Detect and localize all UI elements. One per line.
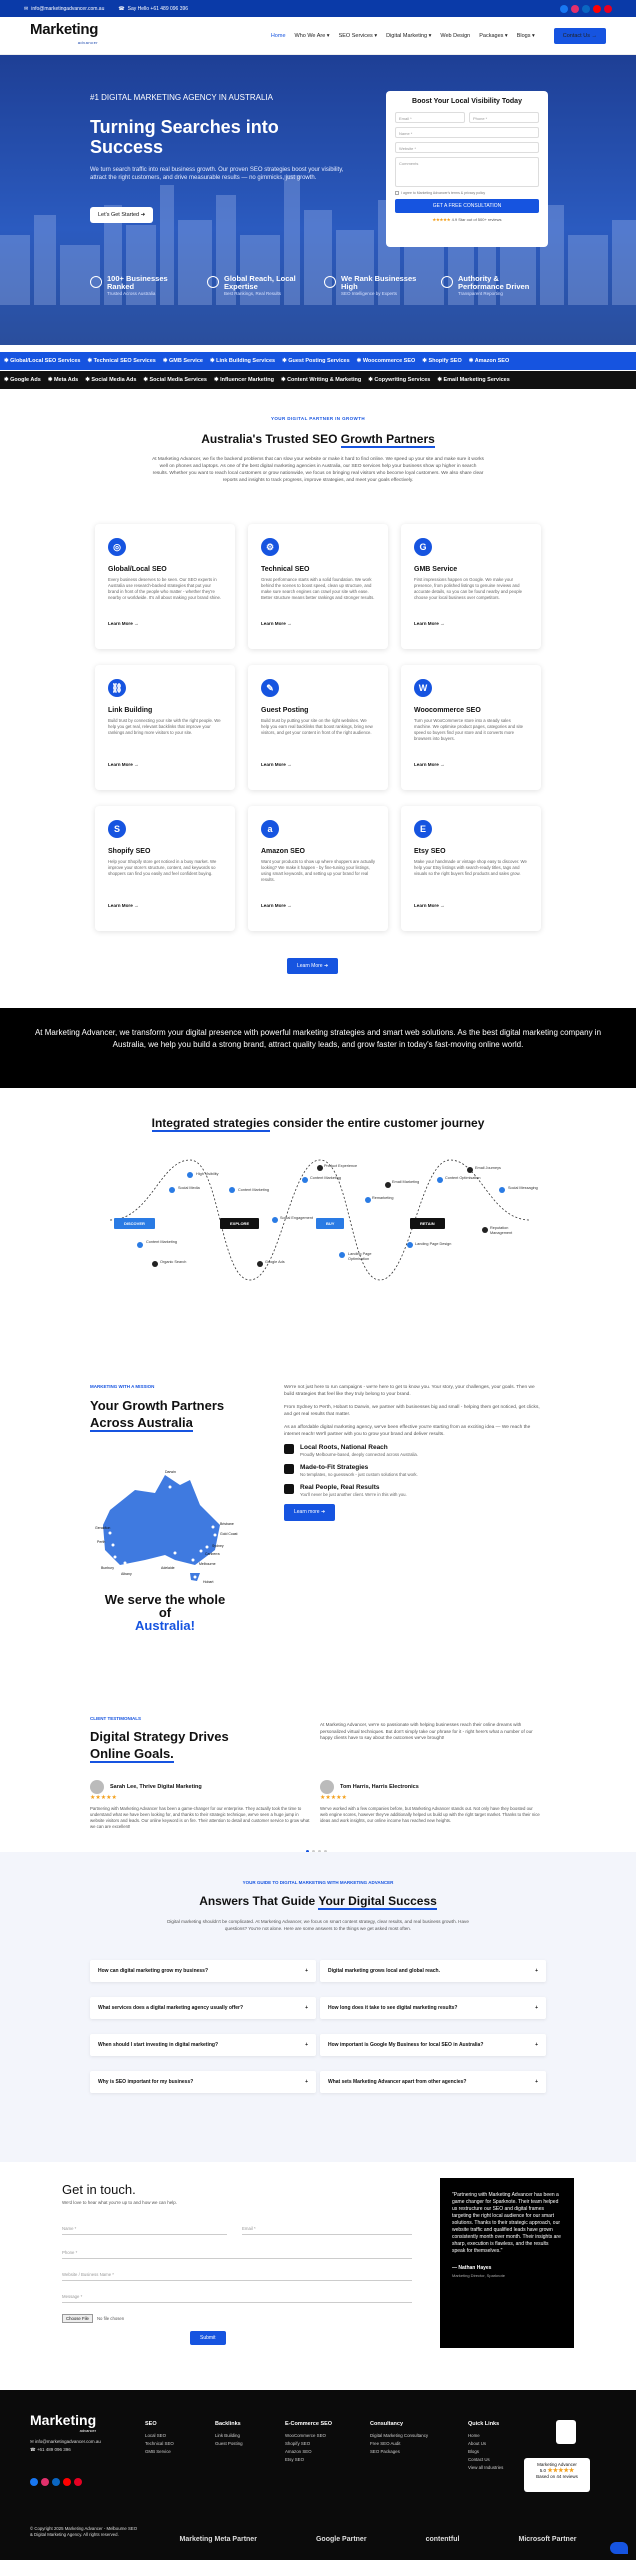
- nav-blogs[interactable]: Blogs ▾: [516, 32, 535, 39]
- main-nav: [0, 17, 636, 55]
- journey-label: Landing Page Optimisation: [348, 1252, 372, 1261]
- ticker-item[interactable]: ✱ Copywriting Services: [368, 377, 431, 383]
- ticker-item[interactable]: ✱ Email Marketing Services: [437, 377, 510, 383]
- file-upload[interactable]: Choose File No file chosen: [62, 2314, 124, 2323]
- ticker-item[interactable]: ✱ Woocommerce SEO: [356, 358, 416, 364]
- learn-more-link[interactable]: Learn More →: [414, 762, 445, 767]
- plus-icon: +: [535, 2079, 538, 2085]
- plus-icon: +: [305, 1968, 308, 1974]
- ticker-item[interactable]: ✱ Meta Ads: [47, 377, 79, 383]
- hero-title: Turning Searches into Success: [90, 117, 279, 157]
- email-link[interactable]: ✉ info@marketingadvancer.com.au: [24, 5, 105, 12]
- services-title: Australia's Trusted SEO Growth Partners: [201, 432, 435, 446]
- services-ticker: [0, 352, 636, 370]
- footer-col-consultancy: Consultancy Digital Marketing Consultancy Free SEO Audit SEO Packages: [370, 2421, 429, 2454]
- nav-seo-services[interactable]: SEO Services ▾: [338, 32, 378, 39]
- name-field[interactable]: Name *: [395, 127, 539, 138]
- testimonial-card: Tom Harris, Harris Electronics ★★★★★ We've worked with a few companies before, but Marketing Advancer stands out. Not only have they boosted our web engine scores, however they've additionally helped us build up with the right target market. Thanks to their nice ideas and work insights, our online income has reached new heights.: [320, 1780, 540, 1824]
- footer-link[interactable]: Shopify SEO: [285, 2441, 311, 2446]
- nav-packages[interactable]: Packages ▾: [479, 32, 508, 39]
- ads-ticker: [0, 371, 636, 389]
- rank-icon: [90, 276, 102, 288]
- feature-item: Real People, Real Results You'll never be just another client. We're in this with you.: [284, 1484, 546, 1499]
- footer-col-seo: SEO Local SEO Technical SEO GMB Service: [145, 2421, 174, 2454]
- comments-field[interactable]: Comments: [395, 157, 539, 187]
- contentful-badge: contentful: [425, 2536, 460, 2543]
- stage-buy: BUY: [316, 1218, 344, 1229]
- learn-more-link[interactable]: Learn More →: [414, 621, 445, 626]
- map-city: Gold Coast: [220, 1532, 238, 1536]
- phone-icon: ☎: [118, 5, 125, 12]
- testimonials-intro: At Marketing Advancer, we're so passionate with helping businesses reach their online dreams with personalized virtual techniques. But don't simply take our phrase for it - right here's what a number of our happy clients have to say about the outcomes we've brought!: [320, 1722, 533, 1740]
- phone-link[interactable]: ☎ Say Hello +61 489 096 396: [118, 5, 189, 12]
- microsoft-partner-badge: Microsoft Partner: [518, 2536, 577, 2543]
- contact-us-button[interactable]: Contact Us →: [554, 28, 606, 44]
- avatar: [90, 1780, 104, 1794]
- services-intro: At Marketing Advancer, we fix the backend problems that can slow your website or make it hard to find online. We speed up your site and make sure it works well on phones and laptops. As one of the best digital marketing agencies in Australia, our SEO services help your business show up higher in search results. Whether you want to reach local customers or grow nationwide, we focus on bringing real visitors who become loyal customers. We also share clear reports and insights to track progress, improve strategies, and meet your goals effectively.: [152, 457, 484, 483]
- amazon-icon: a: [261, 820, 279, 838]
- journey-label: Product Experience: [324, 1164, 358, 1168]
- journey-label: Social Messaging: [508, 1186, 538, 1190]
- logo[interactable]: Marketing advancer: [30, 20, 99, 45]
- youtube-icon[interactable]: [593, 5, 601, 13]
- mission-statement: At Marketing Advancer, we transform your digital presence with powerful marketing strategies and smart web solutions. As the best digital marketing company in Australia, we help you build a strong brand, attract quality leads, and grow faster in today's fast-moving online world.: [0, 1008, 636, 1088]
- map-city: Canberra: [205, 1552, 220, 1556]
- service-card: ◎ Global/Local SEO Every business deserves to be seen. Our SEO experts in Australia use research-backed strategies that put your brand in front of the people who matter - whether they're nearby or worldwide. It's all about making your brand shine. Learn More →: [95, 524, 235, 649]
- footer-link[interactable]: Guest Posting: [215, 2441, 243, 2446]
- contact-name-field[interactable]: Name *: [62, 2226, 227, 2235]
- footer-link[interactable]: Local SEO: [145, 2433, 166, 2438]
- footer-phone[interactable]: ☎ +61 489 096 396: [30, 2447, 71, 2452]
- faq-item[interactable]: When should I start investing in digital marketing? +: [90, 2034, 316, 2056]
- footer-col-backlinks: Backlinks Link Building Guest Posting: [215, 2421, 243, 2446]
- ticker-item[interactable]: ✱ Shopify SEO: [422, 358, 462, 364]
- footer-link[interactable]: Link Building: [215, 2433, 240, 2438]
- footer-col-ecommerce: E-Commerce SEO WooCommerce SEO Shopify SEO Amazon SEO Etsy SEO: [285, 2421, 333, 2462]
- stage-explore: EXPLORE: [220, 1218, 259, 1229]
- map-city: Sydney: [212, 1544, 224, 1548]
- journey-label: Organic Search: [160, 1260, 187, 1264]
- faq-item[interactable]: What services does a digital marketing agency usually offer? +: [90, 1997, 316, 2019]
- australia-map: [95, 1465, 238, 1585]
- instagram-icon[interactable]: [41, 2478, 49, 2486]
- learn-more-link[interactable]: Learn More →: [261, 762, 292, 767]
- contact-message-field[interactable]: Message *: [62, 2294, 412, 2303]
- woocommerce-icon: W: [414, 679, 432, 697]
- stage-discover: DISCOVER: [114, 1218, 155, 1229]
- partner-badges: [0, 2536, 636, 2543]
- contact-email-field[interactable]: Email *: [242, 2226, 412, 2235]
- stat-item: We Rank Businesses High SEO Intelligence by Experts: [324, 275, 419, 297]
- map-city: Darwin: [165, 1470, 176, 1474]
- journey-label: Email Journeys: [475, 1166, 501, 1170]
- target-icon: [284, 1464, 294, 1474]
- map-city: Melbourne: [199, 1562, 216, 1566]
- hero-section: [0, 55, 636, 345]
- learn-more-link[interactable]: Learn More →: [414, 903, 445, 908]
- facebook-icon[interactable]: [560, 5, 568, 13]
- checkbox-icon: [395, 191, 399, 195]
- location-icon: [284, 1444, 294, 1454]
- hero-stats: [90, 275, 536, 297]
- nav-home[interactable]: Home: [270, 32, 286, 39]
- footer-link[interactable]: WooCommerce SEO: [285, 2433, 326, 2438]
- shopify-icon: S: [108, 820, 126, 838]
- footer-link[interactable]: View all Industries: [468, 2465, 504, 2470]
- footer-link[interactable]: Free SEO Audit: [370, 2441, 401, 2446]
- journey-label: Social Media: [178, 1186, 200, 1190]
- plus-icon: +: [535, 2005, 538, 2011]
- plus-icon: +: [305, 2042, 308, 2048]
- linkedin-icon[interactable]: [582, 5, 590, 13]
- email-field[interactable]: Email *: [395, 112, 465, 123]
- journey-label: Landing Page Design: [415, 1242, 452, 1246]
- linkedin-icon[interactable]: [52, 2478, 60, 2486]
- ticker-item[interactable]: ✱ Influencer Marketing: [214, 377, 274, 383]
- service-card: ✎ Guest Posting Build trust by putting your site on the right websites. We help you earn real backlinks that boost rankings, bring new visitors, and get your content in front of the right audience. Learn More →: [248, 665, 388, 790]
- consent-checkbox[interactable]: I agree to Marketing Advancer's terms & privacy policy: [395, 191, 539, 195]
- footer-link[interactable]: GMB Service: [145, 2449, 171, 2454]
- faq-item[interactable]: What sets Marketing Advancer apart from other agencies? +: [320, 2071, 546, 2093]
- footer-link[interactable]: About Us: [468, 2441, 487, 2446]
- service-card: W Woocommerce SEO Turn your WooCommerce store into a steady sales machine. We optimise product pages, categories and site speed so buyers find your store and it converts more browsers into buyers. Learn More →: [401, 665, 541, 790]
- faq-intro: Digital marketing shouldn't be complicated. At Marketing Advancer, we focus on smart content strategy, clear results, and real business growth. Have questions? You're not alone. Here are some answers to the things we get asked most often.: [167, 1919, 469, 1931]
- footer: [0, 2390, 636, 2560]
- pinterest-icon[interactable]: [604, 5, 612, 13]
- mission-learn-more-button[interactable]: Learn more ➜: [284, 1504, 335, 1521]
- mission-title: Your Growth Partners Across Australia: [90, 1398, 225, 1430]
- consultation-form: [386, 91, 548, 247]
- award-badge-icon: [556, 2420, 576, 2444]
- service-card: S Shopify SEO Help your Shopify store get noticed in a busy market. We improve your store's structure, content, and keywords so shoppers can find you easily and feel confident buying. Learn More →: [95, 806, 235, 931]
- people-icon: [284, 1484, 294, 1494]
- service-card: E Etsy SEO Make your handmade or vintage shop easy to discover. We help your Etsy listings with search-ready titles, tags and visuals so the right buyers find products and sales grow. Learn More →: [401, 806, 541, 931]
- ticker-item[interactable]: ✱ Google Ads: [4, 377, 41, 383]
- form-rating: ★★★★★ 4.9 Star out of 500+ reviews: [432, 217, 502, 222]
- learn-more-link[interactable]: Learn More →: [261, 903, 292, 908]
- journey-label: Reputation Management: [490, 1226, 513, 1235]
- footer-logo[interactable]: Marketing advancer: [30, 2412, 97, 2433]
- footer-link[interactable]: Amazon SEO: [285, 2449, 312, 2454]
- footer-link[interactable]: Technical SEO: [145, 2441, 174, 2446]
- mission-body: We're not just here to run campaigns - we're here to get to know you. Your story, your challenges, your goals. Then we build strategies that feel like they truly belong to your brand. From Sydney to Perth, Hobart to Darwin, we partner with businesses big and small - helping them get noticed, get clicks, and get real results that matter. As an affordable digital marketing agency, we've been effective you're starting from an exciting idea — We reach the internet reach! We'll partner with you to grow your brand and deliver results. Local Roots, National Reach Proudly Melbourne-based, deeply connected across Australia. Made-to-Fit Strategies No templates, no guesswork - just custom solutions that work. Real People, Real Results You'll never be just another client. We're in this with you. Learn more ➜: [284, 1384, 546, 1521]
- gear-icon: ⚙: [261, 538, 279, 556]
- faq-item[interactable]: Why is SEO important for my business? +: [90, 2071, 316, 2093]
- learn-more-link[interactable]: Learn More →: [108, 621, 139, 626]
- footer-link[interactable]: Etsy SEO: [285, 2457, 305, 2462]
- stat-item: Global Reach, Local Expertise Best Rankings, Real Results: [207, 275, 302, 297]
- map-city: Bunbury: [101, 1566, 115, 1570]
- journey-label: High Visibility: [196, 1172, 219, 1176]
- journey-label: Social Engagement: [280, 1216, 313, 1220]
- ticker-item[interactable]: ✱ Guest Posting Services: [282, 358, 350, 364]
- map-city: Hobart: [203, 1580, 214, 1584]
- faq-title: Answers That Guide Your Digital Success: [199, 1894, 437, 1908]
- hero-kicker: #1 DIGITAL MARKETING AGENCY IN AUSTRALIA: [90, 93, 274, 102]
- ticker-item[interactable]: ✱ Social Media Services: [143, 377, 207, 383]
- testimonials-title: Digital Strategy Drives Online Goals.: [90, 1729, 229, 1761]
- faq-item[interactable]: Digital marketing grows local and global reach. +: [320, 1960, 546, 1982]
- service-card: G GMB Service First impressions happen on Google. We make your presence, from polished listings to genuine reviews and accurate details, so you can be found nearby and people choose your local business over competitors. Learn More →: [401, 524, 541, 649]
- ticker-item[interactable]: ✱ Link Building Services: [209, 358, 276, 364]
- get-started-button[interactable]: Let's Get Started ➜: [90, 207, 153, 223]
- footer-social: [30, 2478, 82, 2486]
- footer-email[interactable]: ✉ info@marketingadvancer.com.au: [30, 2439, 101, 2444]
- faq-kicker: YOUR GUIDE TO DIGITAL MARKETING WITH MARKETING ADVANCER: [242, 1880, 394, 1885]
- services-learn-more-button[interactable]: Learn More ➜: [287, 958, 338, 974]
- contact-subtitle: We'd love to hear what you're up to and how we can help.: [62, 2200, 177, 2205]
- contact-submit-button[interactable]: Submit: [190, 2331, 226, 2345]
- stat-item: 100+ Businesses Ranked Trusted Across Australia: [90, 275, 185, 297]
- ticker-item[interactable]: ✱ Technical SEO Services: [87, 358, 156, 364]
- testimonials-kicker: CLIENT TESTIMONIALS: [90, 1716, 141, 1721]
- faq-item[interactable]: How important is Google My Business for local SEO in Australia? +: [320, 2034, 546, 2056]
- footer-contact: [30, 2438, 101, 2454]
- google-rating-widget[interactable]: Marketing Advancer 5.0 ★★★★★ Based on 44 reviews: [524, 2458, 590, 2492]
- ticker-item[interactable]: ✱ Amazon SEO: [468, 358, 510, 364]
- mail-icon: ✉: [24, 5, 29, 12]
- service-card: ⛓ Link Building Build trust by connecting your site with the right people. We help you get real, relevant backlinks that improve your rankings and bring more visitors to your site. Learn More →: [95, 665, 235, 790]
- client-quote: "Partnering with Marketing Advancer has been a game changer for Sparknote. Their team helped us restructure our SEO and digital frames targeting the right local audience for our smart solutions. Thanks to their strategic approach, our website traffic and qualified leads have grown consistently month over month. Their insights are sharp, execution is flawless, and the results speak for themselves." — Nathan Hayes Marketing Director, Sparknote: [440, 2178, 574, 2348]
- chart-icon: [324, 276, 336, 288]
- map-city: Perth: [97, 1540, 106, 1544]
- service-card: a Amazon SEO Want your products to show up where shoppers are actually looking? We make it happen - by fine-tuning your listings, using smart keywords, and setting up your brand for real results. Learn More →: [248, 806, 388, 931]
- link-icon: ⛓: [108, 679, 126, 697]
- map-city: Geraldton: [95, 1526, 111, 1530]
- facebook-icon[interactable]: [30, 2478, 38, 2486]
- testimonial-card: Sarah Lee, Thrive Digital Marketing ★★★★★ Partnering with Marketing Advancer has been a game-changer for our enterprise. They actually took the time to understand what we have been looking for, and thanks to their strategic technique, we've seen a huge jump in website visitors and leads. Our online keyword is on fire. Their attention to detail and customer service to grow what we can are excellent!: [90, 1780, 310, 1830]
- plus-icon: +: [305, 2079, 308, 2085]
- footer-link[interactable]: Digital Marketing Consultancy: [370, 2433, 429, 2438]
- plus-icon: +: [535, 2042, 538, 2048]
- journey-label: Content Marketing: [310, 1176, 342, 1180]
- footer-link[interactable]: Blogs: [468, 2449, 479, 2454]
- hero-subtitle: We turn search traffic into real business growth. Our proven SEO strategies boost your visibility, attract the right customers, and drive measurable results — no gimmicks, just growth.: [90, 167, 344, 181]
- website-field[interactable]: Website *: [395, 142, 539, 153]
- nav-digital-marketing[interactable]: Digital Marketing ▾: [386, 32, 432, 39]
- learn-more-link[interactable]: Learn More →: [108, 762, 139, 767]
- map-city: Adelaide: [161, 1566, 175, 1570]
- ticker-item[interactable]: ✱ Content Writing & Marketing: [280, 377, 362, 383]
- nav-web-design[interactable]: Web Design: [440, 32, 471, 39]
- journey-label: Email Marketing: [392, 1180, 420, 1184]
- journey-label: Remarketing: [372, 1196, 394, 1200]
- nav-links: [271, 28, 606, 44]
- form-title: Boost Your Local Visibility Today: [412, 98, 522, 105]
- instagram-icon[interactable]: [571, 5, 579, 13]
- service-card: ⚙ Technical SEO Great performance starts with a solid foundation. We work behind the scenes to boost speed, clean up structure, and make sure search engines can crawl your site with ease. Better structure means better rankings and stronger results. Learn More →: [248, 524, 388, 649]
- plus-icon: +: [535, 1968, 538, 1974]
- contact-phone-field[interactable]: Phone *: [62, 2250, 412, 2259]
- plus-icon: +: [305, 2005, 308, 2011]
- phone-field[interactable]: Phone *: [469, 112, 539, 123]
- contact-website-field[interactable]: Website / Business Name *: [62, 2272, 412, 2281]
- services-kicker: YOUR DIGITAL PARTNER IN GROWTH: [271, 416, 365, 421]
- footer-col-quick-links: Quick Links Home About Us Blogs Contact Us View all Industries: [468, 2421, 504, 2470]
- journey-label: Google Ads: [265, 1260, 285, 1264]
- pinterest-icon[interactable]: [74, 2478, 82, 2486]
- meta-partner-badge: Marketing Meta Partner: [179, 2536, 257, 2543]
- feature-item: Made-to-Fit Strategies No templates, no guesswork - just custom solutions that work.: [284, 1464, 546, 1479]
- journey-label: Content Marketing: [238, 1188, 270, 1192]
- etsy-icon: E: [414, 820, 432, 838]
- youtube-icon[interactable]: [63, 2478, 71, 2486]
- rating-stars: ★★★★★: [320, 1795, 347, 1801]
- pen-icon: ✎: [261, 679, 279, 697]
- ticker-item[interactable]: ✱ Social Media Ads: [85, 377, 137, 383]
- top-bar: [0, 0, 636, 17]
- footer-link[interactable]: SEO Packages: [370, 2449, 400, 2454]
- ticker-item[interactable]: ✱ GMB Service: [162, 358, 203, 364]
- social-links: [560, 5, 612, 13]
- ticker-item[interactable]: ✱ Global/Local SEO Services: [4, 358, 81, 364]
- rating-stars: ★★★★★: [90, 1795, 117, 1801]
- faq-item[interactable]: How long does it take to see digital marketing results? +: [320, 1997, 546, 2019]
- mission-kicker: MARKETING WITH A MISSION: [90, 1384, 155, 1389]
- learn-more-link[interactable]: Learn More →: [261, 621, 292, 626]
- map-city: Albany: [121, 1572, 132, 1576]
- journey-title: Integrated strategies consider the entire customer journey: [151, 1116, 485, 1130]
- journey-label: Content Marketing: [146, 1240, 178, 1244]
- copyright: © Copyright 2025 Marketing Advancer - Melbourne SEO & Digital Marketing Agency. All rights reserved.: [30, 2526, 138, 2537]
- chat-widget-icon[interactable]: [610, 2542, 628, 2554]
- nav-who-we-are[interactable]: Who We Are ▾: [294, 32, 330, 39]
- choose-file-button[interactable]: Choose File: [62, 2314, 93, 2323]
- globe-icon: [207, 276, 219, 288]
- stage-retain: RETAIN: [410, 1218, 445, 1229]
- globe-icon: ◎: [108, 538, 126, 556]
- avatar: [320, 1780, 334, 1794]
- journey-label: Content Optimisation: [445, 1176, 481, 1180]
- learn-more-link[interactable]: Learn More →: [108, 903, 139, 908]
- free-consultation-button[interactable]: GET A FREE CONSULTATION: [395, 199, 539, 213]
- serve-australia-text: We serve the whole of Australia!: [104, 1592, 226, 1633]
- customer-journey-diagram: [110, 1160, 538, 1290]
- map-city: Brisbane: [220, 1522, 234, 1526]
- feature-item: Local Roots, National Reach Proudly Melbourne-based, deeply connected across Australia.: [284, 1444, 546, 1459]
- footer-link[interactable]: Contact Us: [468, 2457, 490, 2462]
- stat-item: Authority & Performance Driven Transparent Reporting: [441, 275, 536, 297]
- google-icon: G: [414, 538, 432, 556]
- footer-link[interactable]: Home: [468, 2433, 480, 2438]
- shield-icon: [441, 276, 453, 288]
- contact-title: Get in touch.: [62, 2182, 136, 2197]
- google-partner-badge: Google Partner: [315, 2536, 367, 2543]
- faq-item[interactable]: How can digital marketing grow my business? +: [90, 1960, 316, 1982]
